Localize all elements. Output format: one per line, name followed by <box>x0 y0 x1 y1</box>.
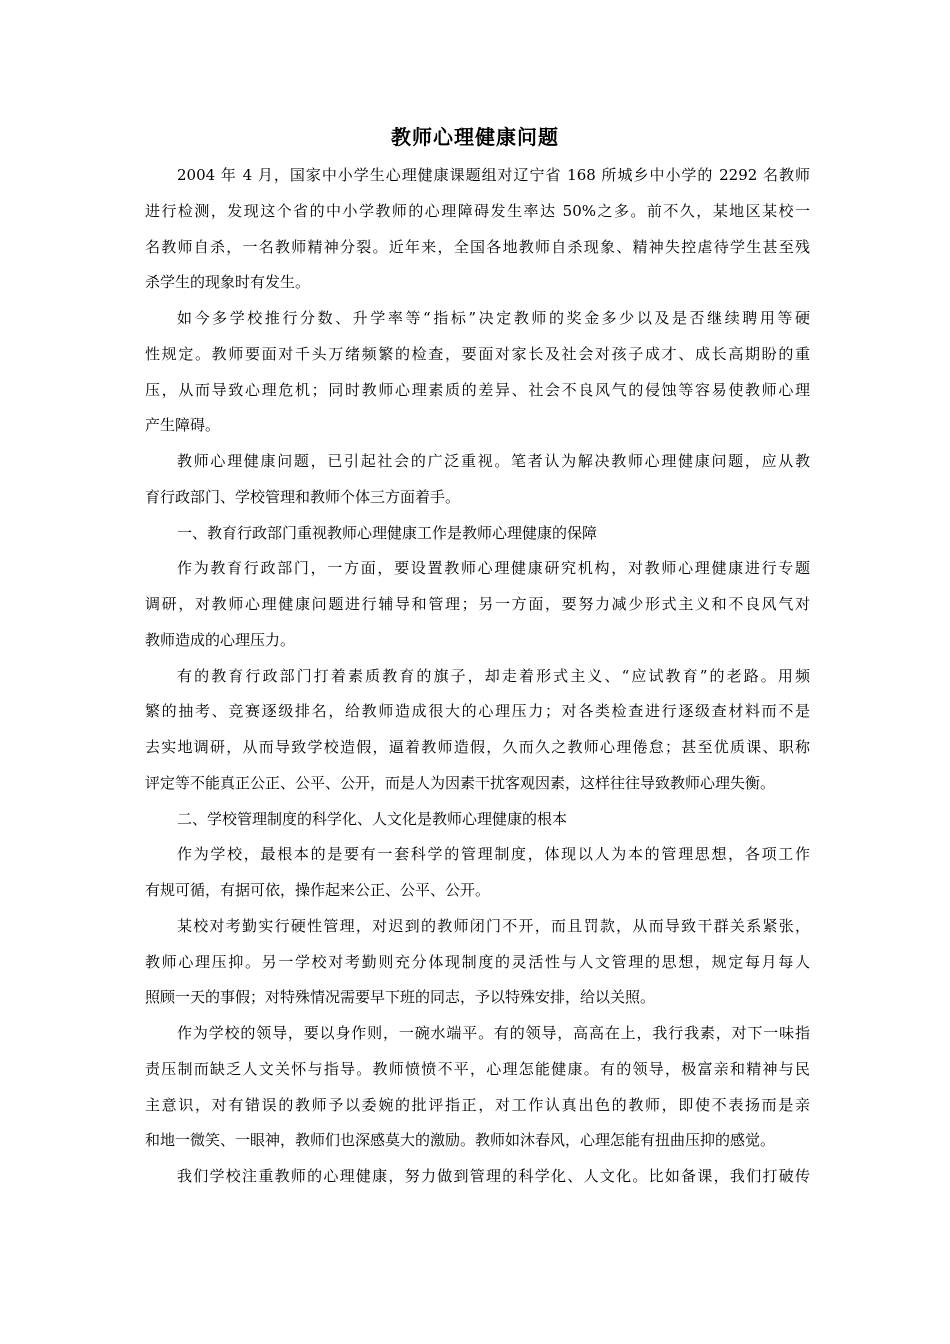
document-body <box>145 158 810 1195</box>
text-line: 我们学校注重教师的心理健康，努力做到管理的科学化、人文化。比如备课，我们打破传 <box>177 1167 810 1185</box>
text-line: 二、学校管理制度的科学化、人文化是教师心理健康的根本 <box>177 809 568 828</box>
text-line: 某校对考勤实行硬性管理，对迟到的教师闭门不开，而且罚款，从而导致干群关系紧张， <box>177 916 810 935</box>
text-line: 有规可循，有据可依，操作起来公正、公平、公开。 <box>145 881 491 899</box>
text-line: 性规定。教师要面对千头万绪频繁的检查，要面对家长及社会对孩子成才、成长高期盼的重 <box>145 344 810 363</box>
text-line: 照顾一天的事假；对特殊情况需要早下班的同志，予以特殊安排，给以关照。 <box>145 988 656 1007</box>
text-line: 教师心理健康问题，已引起社会的广泛重视。笔者认为解决教师心理健康问题，应从教 <box>177 452 810 470</box>
text-line: 一、教育行政部门重视教师心理健康工作是教师心理健康的保障 <box>177 523 598 542</box>
document-title: 教师心理健康问题 <box>391 125 559 149</box>
text-line: 繁的抽考、竞赛逐级排名，给教师造成很大的心理压力；对各类检查进行逐级查材料而不是 <box>145 702 810 721</box>
text-line: 作为学校，最根本的是要有一套科学的管理制度，体现以人为本的管理思想，各项工作 <box>177 845 810 864</box>
text-line: 去实地调研，从而导致学校造假，逼着教师造假，久而久之教师心理倦怠；甚至优质课、职称 <box>145 738 810 756</box>
text-line: 产生障碍。 <box>145 416 221 435</box>
text-line: 有的教育行政部门打着素质教育的旗子，却走着形式主义、“应试教育”的老路。用频 <box>177 666 810 685</box>
text-line: 主意识，对有错误的教师予以委婉的批评指正，对工作认真出色的教师，即使不表扬而是亲 <box>145 1095 810 1114</box>
text-line: 如今多学校推行分数、升学率等“指标”决定教师的奖金多少以及是否继续聘用等硬 <box>177 309 810 327</box>
text-line: 进行检测，发现这个省的中小学教师的心理障碍发生率达 50%之多。前不久，某地区某校一 <box>145 201 810 220</box>
text-line: 调研，对教师心理健康问题进行辅导和管理；另一方面，要努力减少形式主义和不良风气对 <box>145 595 810 613</box>
text-line: 教师心理压抑。另一学校对考勤则充分体现制度的灵活性与人文管理的思想，规定每月每人 <box>145 952 810 971</box>
text-line: 压，从而导致心理危机；同时教师心理素质的差异、社会不良风气的侵蚀等容易使教师心理 <box>145 380 810 399</box>
text-line: 名教师自杀，一名教师精神分裂。近年来，全国各地教师自杀现象、精神失控虐待学生甚至残 <box>145 237 810 256</box>
text-line: 杀学生的现象时有发生。 <box>145 273 311 292</box>
text-line: 教师造成的心理压力。 <box>145 630 296 649</box>
text-line: 评定等不能真正公正、公平、公开，而是人为因素干扰客观因素，这样往往导致教师心理失衡。 <box>145 773 776 792</box>
text-line: 责压制而缺乏人文关怀与指导。教师愤愤不平，心理怎能健康。有的领导，极富亲和精神与民 <box>145 1059 810 1078</box>
text-line: 作为教育行政部门，一方面，要设置教师心理健康研究机构，对教师心理健康进行专题 <box>177 559 810 578</box>
text-line: 作为学校的领导，要以身作则，一碗水端平。有的领导，高高在上，我行我素，对下一味指 <box>177 1024 810 1042</box>
text-line: 和地一微笑、一眼神，教师们也深感莫大的激励。教师如沐春风，心理怎能有扭曲压抑的感觉。 <box>145 1131 776 1150</box>
text-line: 2004 年 4 月，国家中小学生心理健康课题组对辽宁省 168 所城乡中小学的 2292 名教师 <box>177 166 810 184</box>
text-line: 育行政部门、学校管理和教师个体三方面着手。 <box>145 487 461 506</box>
